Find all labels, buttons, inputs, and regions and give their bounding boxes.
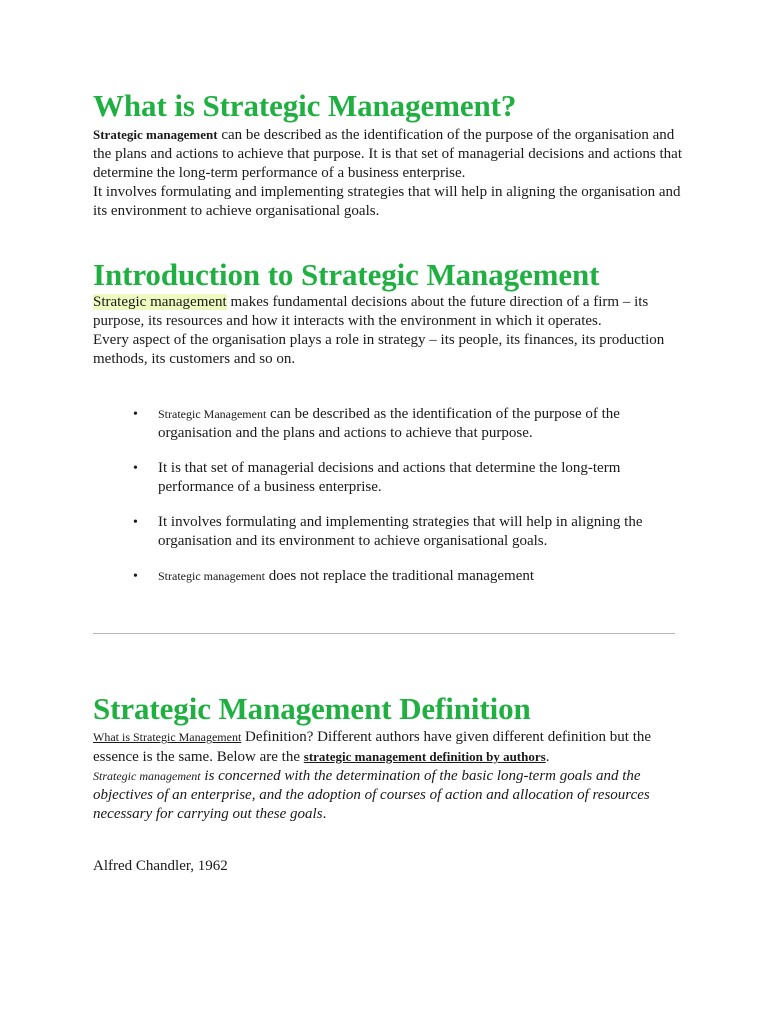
bullet-list (93, 405, 683, 586)
paragraph-text: Every aspect of the organisation plays a role in strategy – its people, its finances, its production methods, its customers and so on. (93, 332, 665, 367)
heading-introduction: Introduction to Strategic Management (93, 257, 600, 292)
bullet-icon: • (133, 461, 138, 476)
bullet-term: Strategic Management (158, 407, 267, 421)
bullet-icon: • (133, 569, 138, 584)
paragraph-text: can be described as the identification of the purpose of the organisation and the plans and actions to achieve that purpose. It is that set of managerial decisions and actions that determine the long-term performance of a business enterprise. (93, 127, 682, 181)
paragraph-text: . (545, 749, 550, 765)
paragraph-text: It involves formulating and implementing strategies that will help in aligning the organisation and its environment to achieve organisational goals. (93, 184, 681, 219)
bullet-icon: • (133, 407, 138, 422)
bullet-text: can be described as the identification of the purpose of the organisation and the plans and actions to achieve that purpose. (158, 406, 620, 441)
term-strategic-management: Strategic management (93, 127, 218, 142)
list-item (93, 513, 683, 551)
list-item (93, 405, 683, 443)
list-item (93, 567, 683, 586)
bullet-icon: • (133, 515, 138, 530)
list-item (93, 459, 683, 497)
link-what-is-strategic-management[interactable]: What is Strategic Management (93, 730, 242, 744)
bullet-text: It involves formulating and implementing strategies that will help in aligning the organisation and its environment to achieve organisational goals. (158, 514, 643, 549)
paragraph-text: Definition? Different authors have given different definition but the essence is the same. Below are the (93, 729, 652, 765)
highlighted-term: Strategic management (93, 294, 227, 310)
heading-definition: Strategic Management Definition (93, 691, 531, 726)
heading-what-is-strategic-management: What is Strategic Management? (93, 88, 517, 123)
quote-attribution: Alfred Chandler, 1962 (93, 858, 228, 874)
horizontal-divider (93, 633, 675, 634)
bullet-term: Strategic management (158, 569, 265, 583)
quote-text: is concerned with the determination of the basic long-term goals and the objectives of an enterprise, and the adoption of courses of action and allocation of resources necessary for carrying out these goals (93, 768, 650, 822)
link-definition-by-authors[interactable]: strategic management definition by authors (303, 749, 546, 764)
quote-end: . (322, 806, 327, 822)
paragraph-what-is (93, 125, 683, 221)
paragraph-definition (93, 728, 683, 824)
bullet-text: does not replace the traditional management (264, 568, 535, 584)
bullet-text: It is that set of managerial decisions and actions that determine the long-term performance of a business enterprise. (158, 460, 621, 495)
paragraph-introduction (93, 293, 683, 369)
paragraph-text: makes fundamental decisions about the future direction of a firm – its purpose, its resources and how it interacts with the environment in which it operates. (93, 294, 649, 329)
quote-term: Strategic management (93, 769, 201, 783)
